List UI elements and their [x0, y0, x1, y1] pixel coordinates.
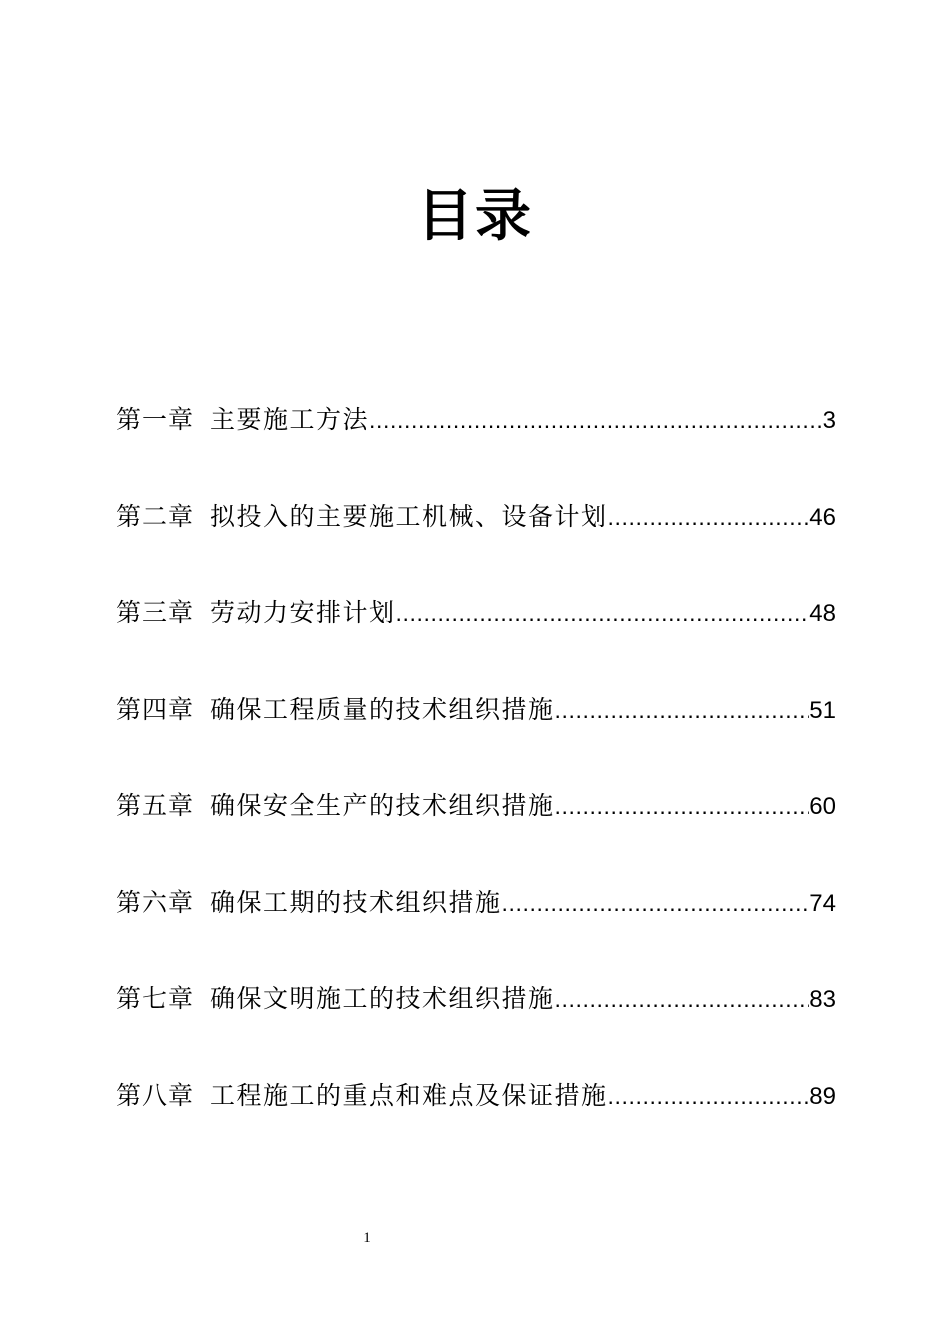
toc-list — [116, 394, 836, 1166]
toc-entry-7[interactable] — [116, 973, 836, 1070]
toc-entry-title: 主要施工方法 — [210, 405, 370, 434]
toc-page-number: 74 — [809, 889, 836, 917]
toc-dot-leader — [369, 394, 823, 446]
toc-chapter-label: 第六章 — [116, 887, 195, 917]
toc-entry-title: 劳动力安排计划 — [210, 598, 396, 627]
toc-entry-title: 拟投入的主要施工机械、设备计划 — [210, 501, 608, 531]
toc-entry-4[interactable] — [116, 684, 836, 781]
toc-entry-1[interactable] — [116, 394, 836, 491]
toc-dot-leader — [396, 587, 810, 639]
toc-dot-leader — [608, 491, 810, 543]
toc-page-number: 83 — [809, 986, 836, 1013]
toc-entry-8[interactable] — [116, 1070, 836, 1167]
toc-page-number: 3 — [822, 407, 836, 434]
toc-entry-2[interactable] — [116, 491, 836, 588]
toc-page-number: 48 — [809, 600, 836, 627]
toc-page-number: 46 — [809, 503, 836, 531]
toc-entry-6[interactable] — [116, 877, 836, 974]
toc-entry-title: 工程施工的重点和难点及保证措施 — [210, 1080, 608, 1110]
toc-page-number: 60 — [809, 793, 836, 820]
toc-entry-title: 确保工期的技术组织措施 — [210, 887, 502, 917]
toc-chapter-label: 第二章 — [116, 501, 195, 531]
toc-title: 目录 — [417, 183, 533, 249]
toc-page-number: 89 — [809, 1082, 836, 1110]
toc-dot-leader — [502, 877, 810, 929]
toc-dot-leader — [555, 780, 810, 832]
toc-chapter-label: 第三章 — [116, 598, 195, 627]
toc-chapter-label: 第四章 — [116, 694, 195, 724]
toc-chapter-label: 第七章 — [116, 984, 195, 1013]
toc-entry-title: 确保文明施工的技术组织措施 — [210, 984, 555, 1013]
page-footer-number: 1 — [363, 1230, 371, 1246]
toc-entry-title: 确保安全生产的技术组织措施 — [210, 791, 555, 820]
toc-dot-leader — [555, 973, 810, 1025]
toc-dot-leader — [555, 684, 810, 736]
toc-dot-leader — [608, 1070, 810, 1122]
toc-entry-5[interactable] — [116, 780, 836, 877]
toc-chapter-label: 第一章 — [116, 405, 195, 434]
toc-chapter-label: 第八章 — [116, 1080, 195, 1110]
toc-page-number: 51 — [809, 696, 836, 724]
toc-entry-title: 确保工程质量的技术组织措施 — [210, 694, 555, 724]
toc-chapter-label: 第五章 — [116, 791, 195, 820]
toc-entry-3[interactable] — [116, 587, 836, 684]
